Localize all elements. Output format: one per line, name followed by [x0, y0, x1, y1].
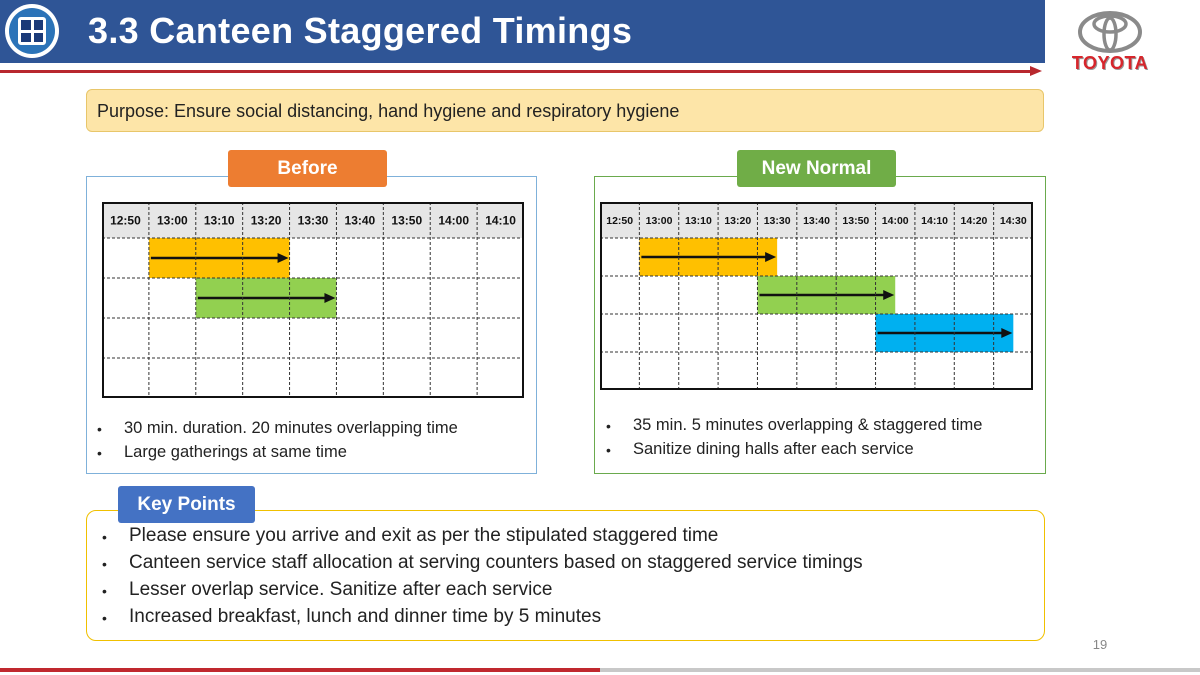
brand-wordmark: TOYOTA	[1071, 53, 1149, 73]
new-normal-timing-chart	[600, 202, 1033, 390]
page-title: 3.3 Canteen Staggered Timings	[88, 10, 633, 51]
bullet-dot: •	[97, 421, 102, 437]
header-divider	[0, 70, 1035, 73]
before-time-label: 13:00	[156, 213, 188, 228]
key-point-item: Lesser overlap service. Sanitize after each service	[129, 579, 553, 600]
new-normal-time-label: 13:00	[645, 214, 673, 227]
before-time-label: 13:20	[250, 213, 282, 228]
new-normal-time-label: 14:20	[960, 214, 988, 227]
new-normal-time-label: 12:50	[606, 214, 634, 227]
new-normal-time-label: 14:30	[999, 214, 1027, 227]
before-bullet: 30 min. duration. 20 minutes overlapping time	[124, 419, 458, 437]
bullet-dot: •	[102, 529, 107, 545]
before-time-label: 12:50	[110, 213, 141, 228]
arrow-right-icon	[1030, 66, 1042, 76]
before-time-label: 13:10	[203, 213, 235, 228]
purpose-text: Purpose: Ensure social distancing, hand hygiene and respiratory hygiene	[97, 101, 680, 121]
key-point-item: Canteen service staff allocation at serving counters based on staggered service timings	[129, 552, 863, 573]
bullet-dot: •	[97, 445, 102, 461]
bullet-dot: •	[606, 418, 611, 434]
before-time-label: 13:50	[391, 213, 423, 228]
footer-bar-grey	[600, 668, 1200, 672]
page-number: 19	[1092, 637, 1108, 652]
before-bullet: Large gatherings at same time	[124, 443, 347, 461]
before-time-label: 13:30	[297, 213, 329, 228]
new-normal-bullet: Sanitize dining halls after each service	[633, 440, 914, 458]
new-normal-time-label: 13:30	[763, 214, 791, 227]
new-normal-label: New Normal	[737, 150, 896, 187]
new-normal-time-label: 13:40	[803, 214, 830, 227]
bullet-dot: •	[102, 583, 107, 599]
before-time-label: 14:00	[438, 213, 470, 228]
window-logo-icon	[18, 17, 46, 45]
before-label: Before	[228, 150, 387, 187]
new-normal-time-label: 14:00	[881, 214, 909, 227]
footer-bar-red	[0, 668, 600, 672]
key-point-item: Please ensure you arrive and exit as per the stipulated staggered time	[129, 525, 719, 546]
new-normal-time-label: 13:50	[842, 214, 870, 227]
bullet-dot: •	[606, 442, 611, 458]
new-normal-time-label: 13:20	[724, 214, 752, 227]
new-normal-time-label: 13:10	[684, 214, 712, 227]
new-normal-bullet: 35 min. 5 minutes overlapping & staggered time	[633, 416, 983, 434]
bullet-dot: •	[102, 556, 107, 572]
key-point-item: Increased breakfast, lunch and dinner time by 5 minutes	[129, 606, 602, 627]
new-normal-time-label: 14:10	[921, 214, 949, 227]
key-points-label: Key Points	[118, 486, 255, 523]
before-timing-chart	[102, 202, 524, 398]
before-time-label: 13:40	[344, 213, 376, 228]
before-time-label: 14:10	[485, 213, 516, 228]
toyota-emblem-icon	[1077, 10, 1143, 54]
bullet-dot: •	[102, 610, 107, 626]
